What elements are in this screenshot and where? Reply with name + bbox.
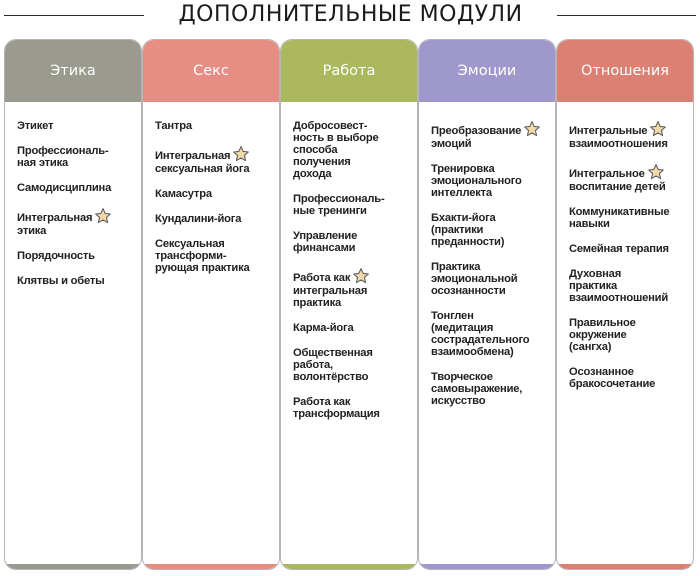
module-item [293,347,411,383]
module-item [293,396,411,420]
module-item-label: Профессиональ- ная этика [17,145,109,169]
module-item [17,120,135,132]
module-item-label: Интегральные взаимоотношения [569,125,668,150]
module-item-label: Тонглен (медитация сострадательного взаимообмена) [431,310,530,358]
module-item-label: Семейная терапия [569,243,669,255]
module-item-label: Тренировка эмоционального интеллекта [431,163,522,199]
module-item-label: Правильное окружение (сангха) [569,317,636,353]
column-header: Работа [281,40,417,102]
star-icon [523,120,541,138]
module-item [569,317,687,353]
module-item-label: Коммуникативные навыки [569,206,670,230]
module-item [431,212,549,248]
module-item-label: Духовная практика взаимоотношений [569,268,669,304]
module-item [155,188,273,200]
column-ethics [4,39,142,570]
module-list [143,120,279,274]
module-item-label: Общественная работа, волонтёрство [293,347,373,383]
module-item [569,206,687,230]
star-icon [94,207,112,225]
module-item-label: Камасутра [155,188,212,200]
module-item [17,275,135,287]
column-footer-bar [557,564,693,569]
module-item-label: Профессиональ- ные тренинги [293,193,385,217]
module-item [569,120,687,150]
module-item [569,243,687,255]
module-item-label: Практика эмоциональной осознанности [431,261,518,297]
module-item-label: Интегральная сексуальная йога [155,150,250,175]
star-icon [647,163,665,181]
module-item [155,213,273,225]
column-sex [142,39,280,570]
star-icon [352,267,370,285]
module-item [17,250,135,262]
modules-columns [4,39,696,570]
module-item [155,120,273,132]
module-item-label: Этикет [17,120,54,132]
title-rule-right [557,15,696,16]
star-icon [232,145,250,163]
module-item-label: Бхакти-йога (практики преданности) [431,212,505,248]
column-header: Эмоции [419,40,555,102]
column-footer-bar [143,564,279,569]
module-item [293,322,411,334]
column-relations [556,39,694,570]
module-list [5,120,141,287]
module-list [419,120,555,407]
module-item [17,145,135,169]
module-item-label: Клятвы и обеты [17,275,105,287]
module-item [431,261,549,297]
module-list [557,120,693,390]
module-item [569,163,687,193]
column-footer-bar [281,564,417,569]
module-item-label: Кундалини-йога [155,213,242,225]
module-item-label: Работа как трансформация [293,396,380,420]
module-item [155,238,273,274]
module-list [281,120,417,420]
module-item-label: Карма-йога [293,322,354,334]
column-footer-bar [419,564,555,569]
module-item-label: Самодисциплина [17,182,112,194]
column-header: Секс [143,40,279,102]
module-item [293,120,411,180]
module-item-label: Управление финансами [293,230,358,254]
column-work [280,39,418,570]
module-item [293,230,411,254]
column-header: Отношения [557,40,693,102]
column-header: Этика [5,40,141,102]
module-item-label: Тантра [155,120,192,132]
module-item-label: Осознанное бракосочетание [569,366,656,390]
module-item [569,366,687,390]
module-item [431,163,549,199]
module-item-label: Порядочность [17,250,95,262]
module-item [293,267,411,309]
module-item-label: Творческое самовыражение, искусство [431,371,523,407]
module-item [431,310,549,358]
title-rule-left [4,15,144,16]
module-item-label: Интегральное воспитание детей [569,168,666,193]
module-item-label: Преобразование эмоций [431,125,541,150]
module-item [569,268,687,304]
module-item [293,193,411,217]
module-item [155,145,273,175]
module-item-label: Добросовест- ность в выборе способа получения дохода [293,120,379,180]
star-icon [649,120,667,138]
column-emotions [418,39,556,570]
module-item [17,182,135,194]
module-item-label: Работа как интегральная практика [293,272,370,309]
module-item [431,371,549,407]
column-footer-bar [5,564,141,569]
module-item-label: Интегральная этика [17,212,112,237]
module-item [431,120,549,150]
title-bar [0,0,700,34]
module-item-label: Сексуальная трансформи- рующая практика [155,238,250,274]
page-title: ДОПОЛНИТЕЛЬНЫЕ МОДУЛИ [178,2,523,27]
module-item [17,207,135,237]
